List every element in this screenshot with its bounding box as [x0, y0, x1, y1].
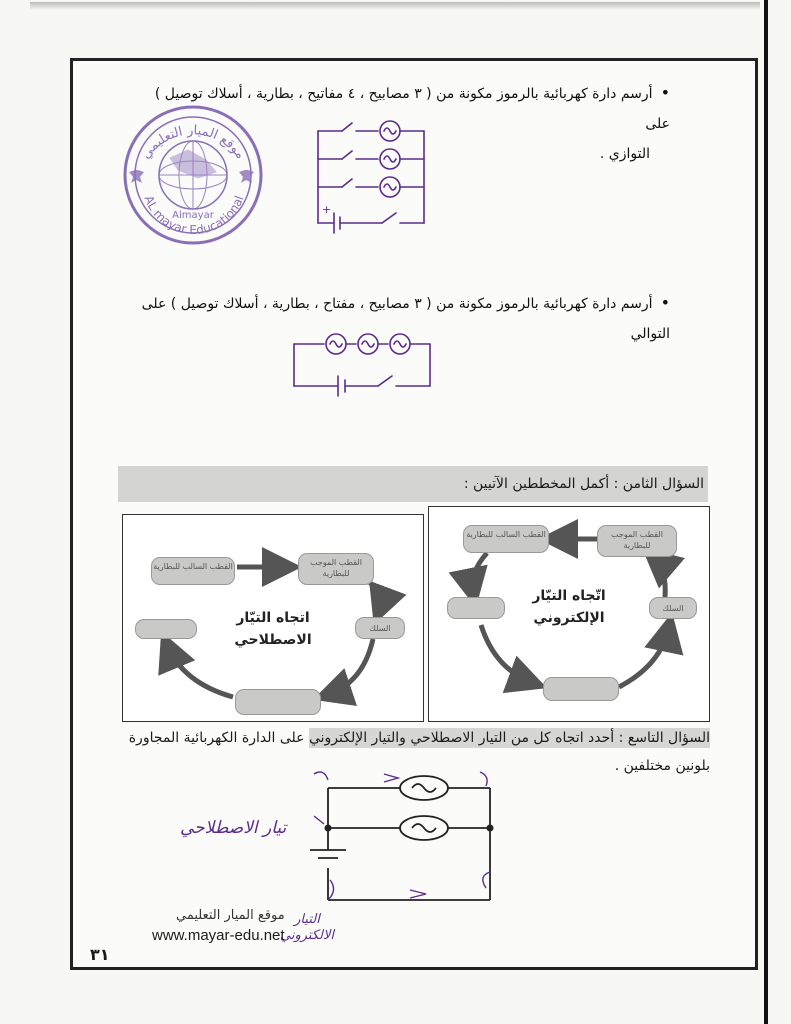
node-blank-bottom [235, 689, 321, 715]
diagram-center-label: اتّجاه التيّار الإلكتروني [532, 588, 606, 626]
section-9-question: السؤال التاسع : أحدد اتجاه كل من التيار الاصطلاحي والتيار الإلكتروني على الدارة الكهربائية المجاورة بلونين مختلفين . [128, 730, 710, 774]
node-positive-terminal: القطب الموجب للبطارية [298, 553, 374, 585]
section-8-title: السؤال الثامن : أكمل المخططين الآتيين : [118, 466, 708, 502]
page-edge [764, 0, 768, 1024]
handwritten-electronic-label: التيار الالكتروني [280, 912, 334, 943]
series-circuit-drawing [288, 328, 438, 398]
node-wire: السلك [355, 617, 405, 639]
node-blank-left [135, 619, 197, 639]
al-mayar-stamp [118, 100, 268, 250]
diagram-conventional-current [122, 514, 424, 722]
svg-text:AL mayar Educational: AL mayar Educational [141, 193, 247, 238]
node-blank-bottom [543, 677, 619, 701]
svg-text:+: + [322, 203, 332, 216]
parallel-circuit-drawing [300, 115, 440, 235]
question-series: •أرسم دارة كهربائية بالرموز مكونة من ( ٣ مصابيح ، مفتاح ، بطارية ، أسلاك توصيل ) على التوالي [135, 288, 670, 349]
question-parallel: •أرسم دارة كهربائية بالرموز مكونة من ( ٣ مصابيح ، ٤ مفاتيح ، بطارية ، أسلاك توصيل ) على التوازي . [135, 78, 670, 169]
node-positive-terminal: القطب الموجب للبطارية [597, 525, 677, 557]
site-url: www.mayar-edu.net [152, 927, 285, 944]
node-negative-terminal: القطب السالب للبطارية [151, 557, 235, 585]
diagram-center-label: اتجاه التيّار الاصطلاحي [234, 610, 312, 648]
svg-text:Almayar: Almayar [172, 210, 214, 221]
handwritten-conventional-label: تيار الاصطلاحي [180, 818, 287, 838]
current-direction-circuit [300, 760, 530, 920]
node-negative-terminal: القطب السالب للبطارية [463, 525, 549, 553]
diagram-electronic-current [428, 506, 710, 722]
bullet-icon: • [660, 83, 670, 102]
svg-text:موقع الميار التعليمي: موقع الميار التعليمي [138, 123, 248, 162]
bullet-icon: • [660, 293, 670, 312]
page-number: ٣١ [90, 945, 110, 964]
top-scan-shadow [30, 2, 760, 10]
site-name-arabic: موقع الميار التعليمي [176, 908, 285, 923]
node-wire: السلك [649, 597, 697, 619]
node-blank-left [447, 597, 505, 619]
